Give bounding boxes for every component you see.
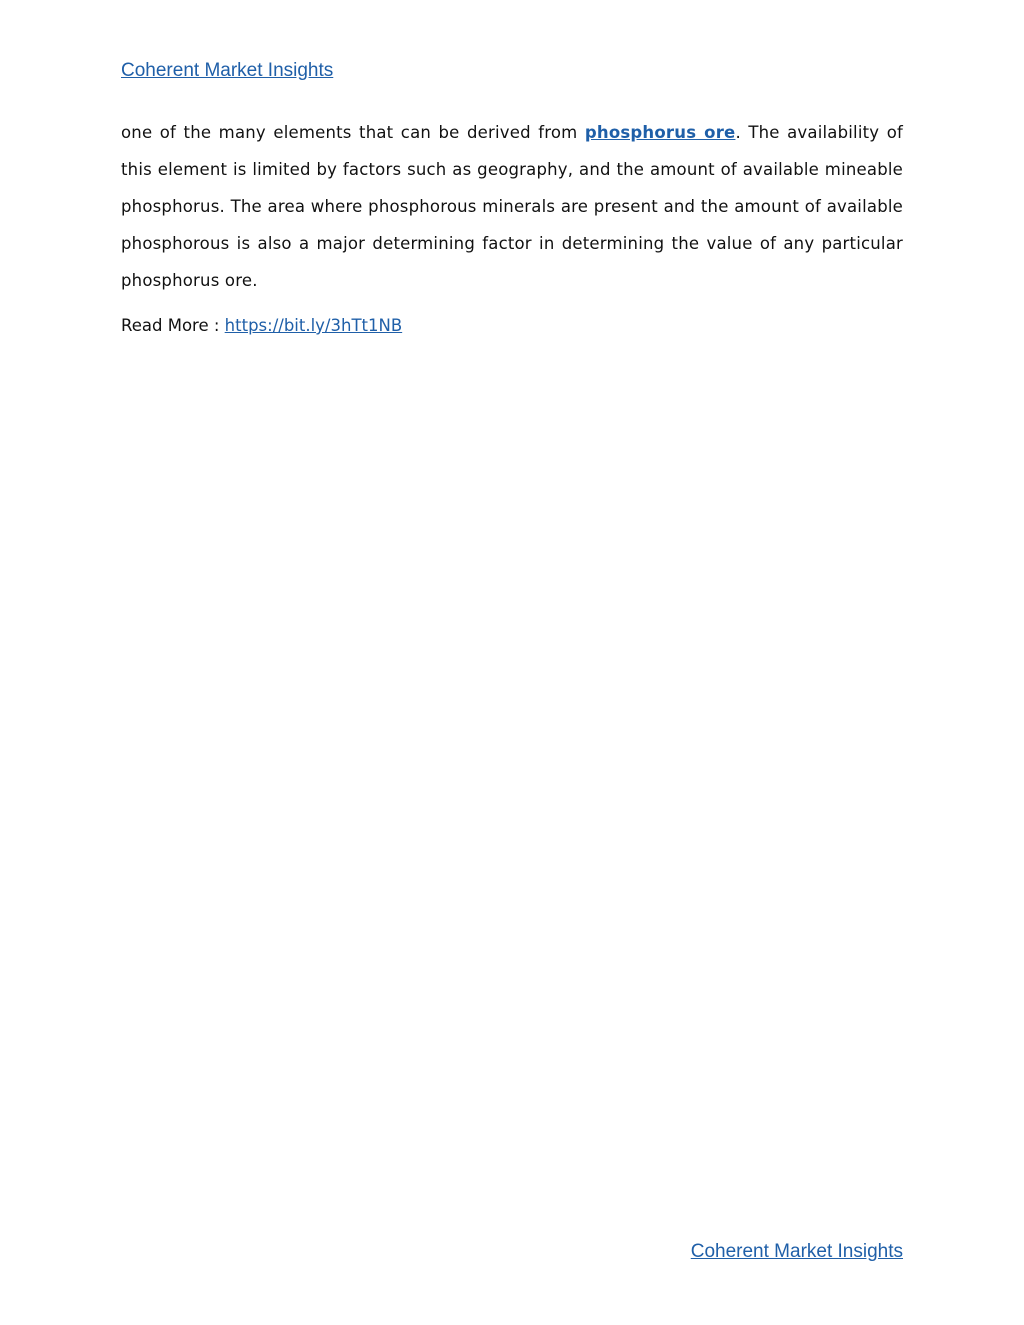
paragraph-text-after-link: . The availability of this element is limited by factors such as geography, and the amount of available mineable phosphorus. The area where phosphorous minerals are present and the amount of available phosphorous is also a major determining factor in determining the value of any particular phosphorus ore. <box>121 123 904 290</box>
footer-brand-link[interactable]: Coherent Market Insights <box>690 1241 903 1262</box>
read-more-label: Read More : <box>121 316 225 335</box>
read-more-url-link[interactable]: https://bit.ly/3hTt1NB <box>224 316 403 335</box>
paragraph-text-before-link: one of the many elements that can be derived from <box>121 123 585 142</box>
read-more-line <box>121 316 402 335</box>
phosphorus-ore-link[interactable]: phosphorus ore <box>584 123 736 142</box>
article-paragraph <box>121 114 903 299</box>
header-brand-link[interactable]: Coherent Market Insights <box>121 60 334 81</box>
